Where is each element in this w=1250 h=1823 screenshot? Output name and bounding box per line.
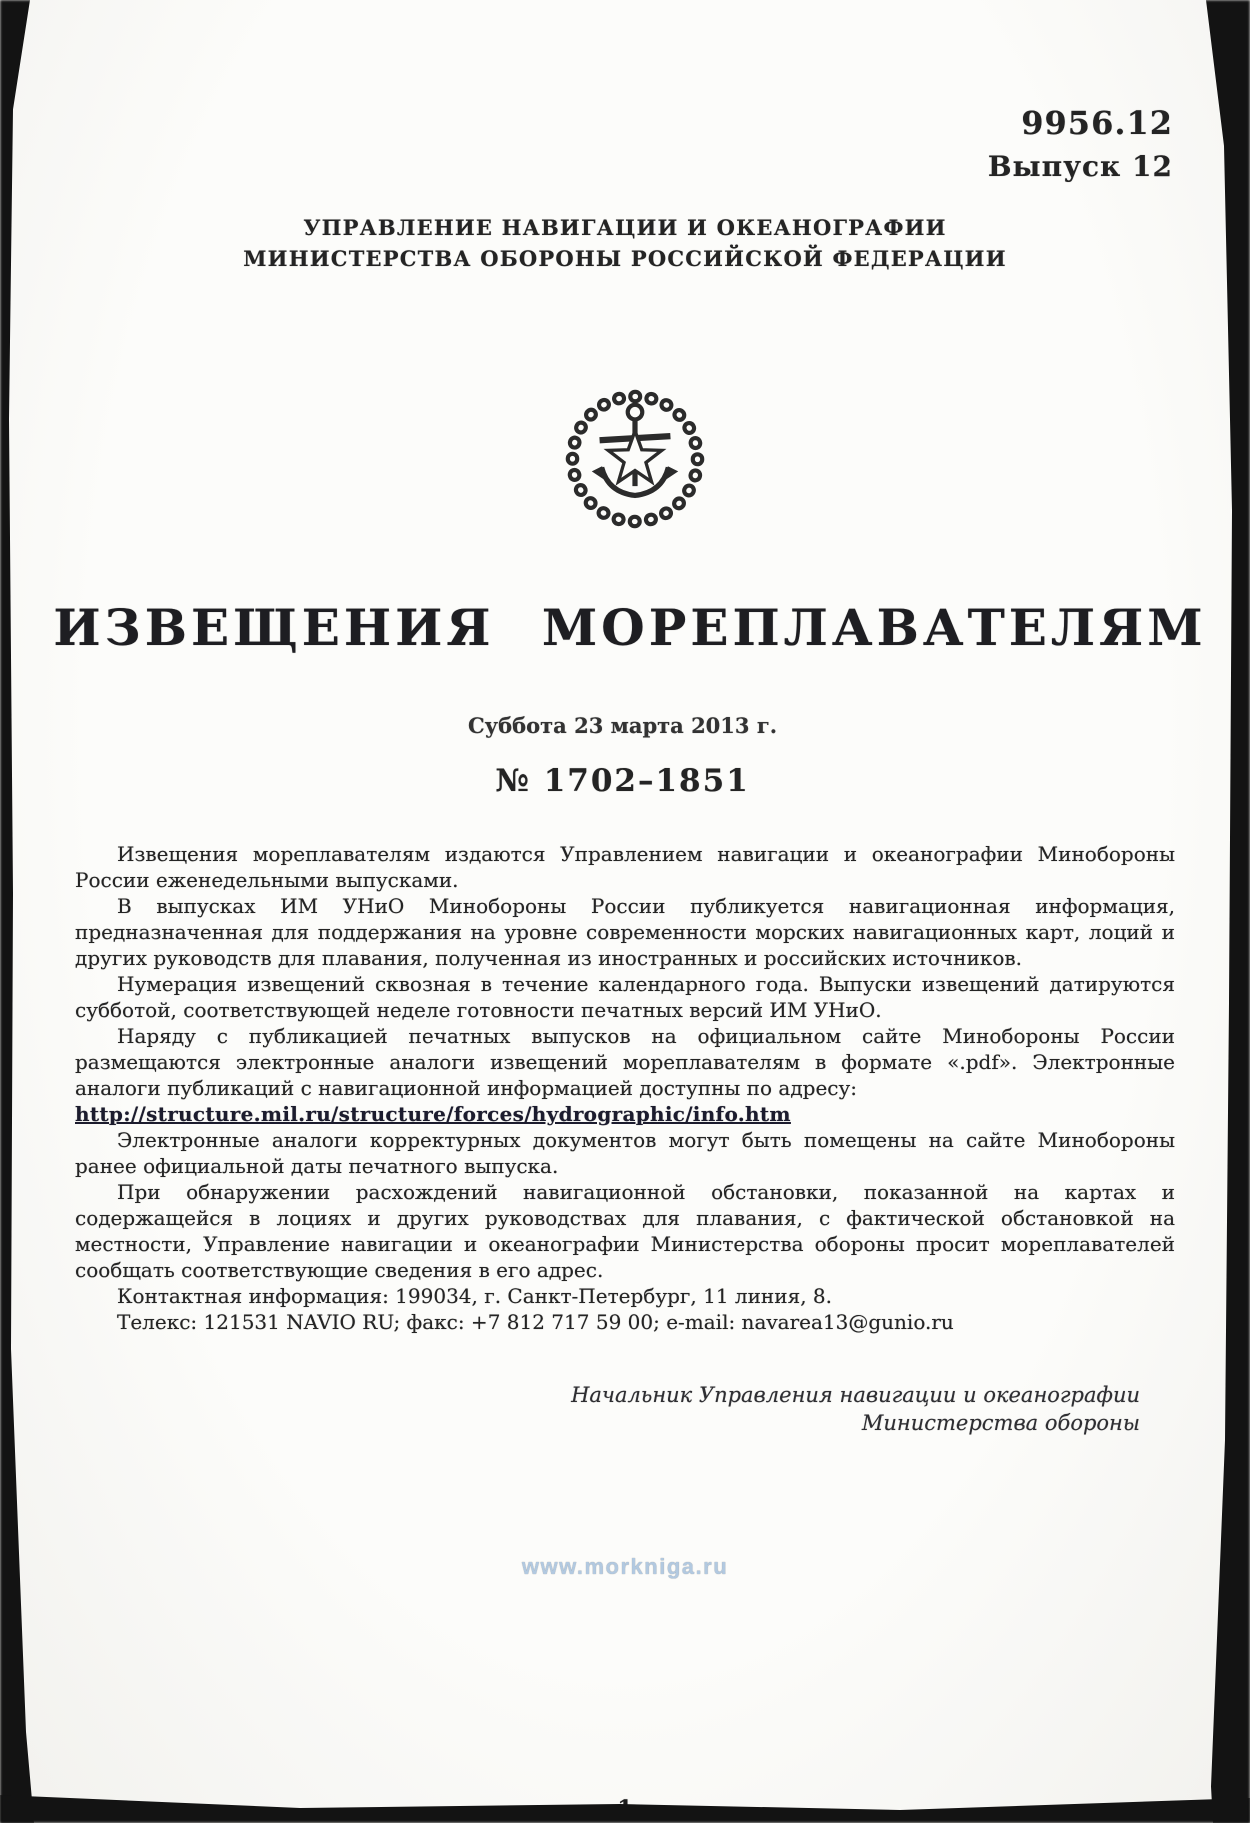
telex-fax-email-line: Телекс: 121531 NAVIO RU; факс: +7 812 717 59 00; e-mail: navarea13@gunio.ru bbox=[117, 1310, 954, 1334]
notice-number-range: № 1702–1851 bbox=[495, 763, 750, 799]
doc-number: 9956.12 bbox=[1021, 104, 1173, 142]
paragraph-2: В выпусках ИМ УНиО Минобороны России публикуется навигационная информация, предназначенная для поддержания на уровне современности морских навигационных карт, лоций и других руководств для плавания, полученная из иностранных и российских источников. bbox=[75, 894, 1175, 970]
contact-info-line: Контактная информация: 199034, г. Санкт-Петербург, 11 линия, 8. bbox=[117, 1284, 833, 1308]
hydrographic-info-link[interactable]: http://structure.mil.ru/structure/forces/hydrographic/info.htm bbox=[75, 1102, 791, 1126]
doc-number-block bbox=[988, 104, 1173, 183]
navy-anchor-star-chain-emblem bbox=[0, 384, 1250, 538]
paragraph-1: Извещения мореплавателям издаются Управлением навигации и океанографии Минобороны России еженедельными выпусками. bbox=[75, 842, 1175, 892]
paragraph-4 bbox=[75, 1023, 1175, 1127]
doc-issue: Выпуск 12 bbox=[987, 150, 1173, 183]
signature-block bbox=[571, 1381, 1140, 1437]
org-line-2: МИНИСТЕРСТВА ОБОРОНЫ РОССИЙСКОЙ ФЕДЕРАЦИИ bbox=[243, 246, 1007, 271]
paragraph-3: Нумерация извещений сквозная в течение календарного года. Выпуски извещений датируются субботой, соответствующей неделе готовности печатных версий ИМ УНиО. bbox=[75, 972, 1175, 1022]
paragraph-6: При обнаружении расхождений навигационной обстановки, показанной на картах и содержащейся в лоциях и других руководствах для плавания, с фактической обстановкой на местности, Управление навигации и океанографии Министерства обороны просит мореплавателей сообщать соответствующие сведения в его адрес. bbox=[75, 1180, 1175, 1282]
org-line-1: УПРАВЛЕНИЕ НАВИГАЦИИ И ОКЕАНОГРАФИИ bbox=[303, 215, 947, 240]
emblem-graphic bbox=[560, 384, 710, 534]
watermark-text: www.morkniga.ru bbox=[521, 1554, 729, 1579]
issue-date: Суббота 23 марта 2013 г. bbox=[467, 713, 778, 738]
signature-line-2: Министерства обороны bbox=[861, 1411, 1140, 1435]
paragraph-5: Электронные аналоги корректурных документов могут быть помещены на сайте Минобороны ранее официальной даты печатного выпуска. bbox=[75, 1128, 1175, 1178]
organization-name bbox=[0, 212, 1250, 274]
document-title: ИЗВЕЩЕНИЯ МОРЕПЛАВАТЕЛЯМ bbox=[53, 598, 1207, 657]
body-text bbox=[75, 841, 1175, 1335]
signature-line-1: Начальник Управления навигации и океанографии bbox=[571, 1383, 1140, 1407]
paragraph-4-text: Наряду с публикацией печатных выпусков на официальном сайте Минобороны России размещаются электронные аналоги извещений мореплавателям в формате «.pdf». Электронные аналоги публикаций с навигационной информацией доступны по адресу: bbox=[75, 1024, 1175, 1100]
